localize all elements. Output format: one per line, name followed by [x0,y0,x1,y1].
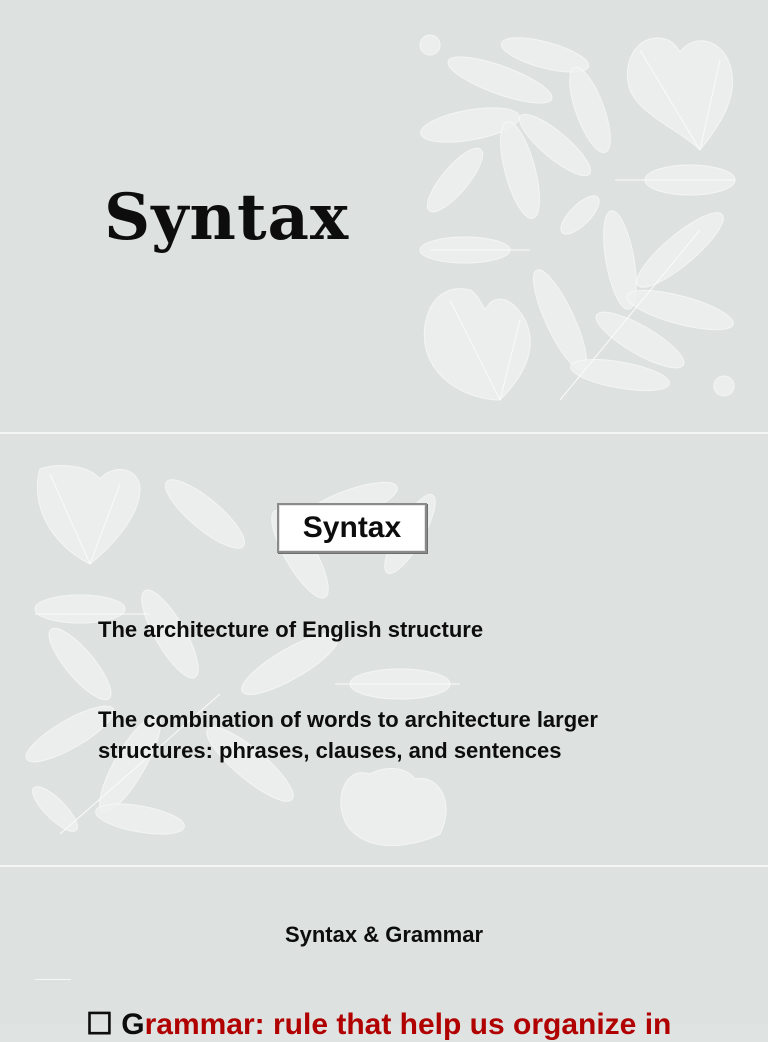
slide-title [0,0,768,432]
definition-point-2: The combination of words to architecture larger structures: phrases, clauses, and sentences [98,707,598,763]
slide-definition [0,434,768,865]
slide-heading: Syntax & Grammar [284,922,484,947]
bullet-item [86,1007,671,1042]
bullet-term: G [121,1008,145,1041]
slide-title-text: Syntax [104,180,350,255]
bullet-text: rammar: rule that help us organize in [144,1008,672,1041]
bullet-marker: ☐ [86,1008,113,1041]
slide-syntax-grammar [0,867,768,1041]
accent-line [35,979,71,980]
slide-box-title: Syntax [277,503,427,553]
leaf-decoration [0,434,768,865]
definition-point-1: The architecture of English structure [98,617,484,642]
